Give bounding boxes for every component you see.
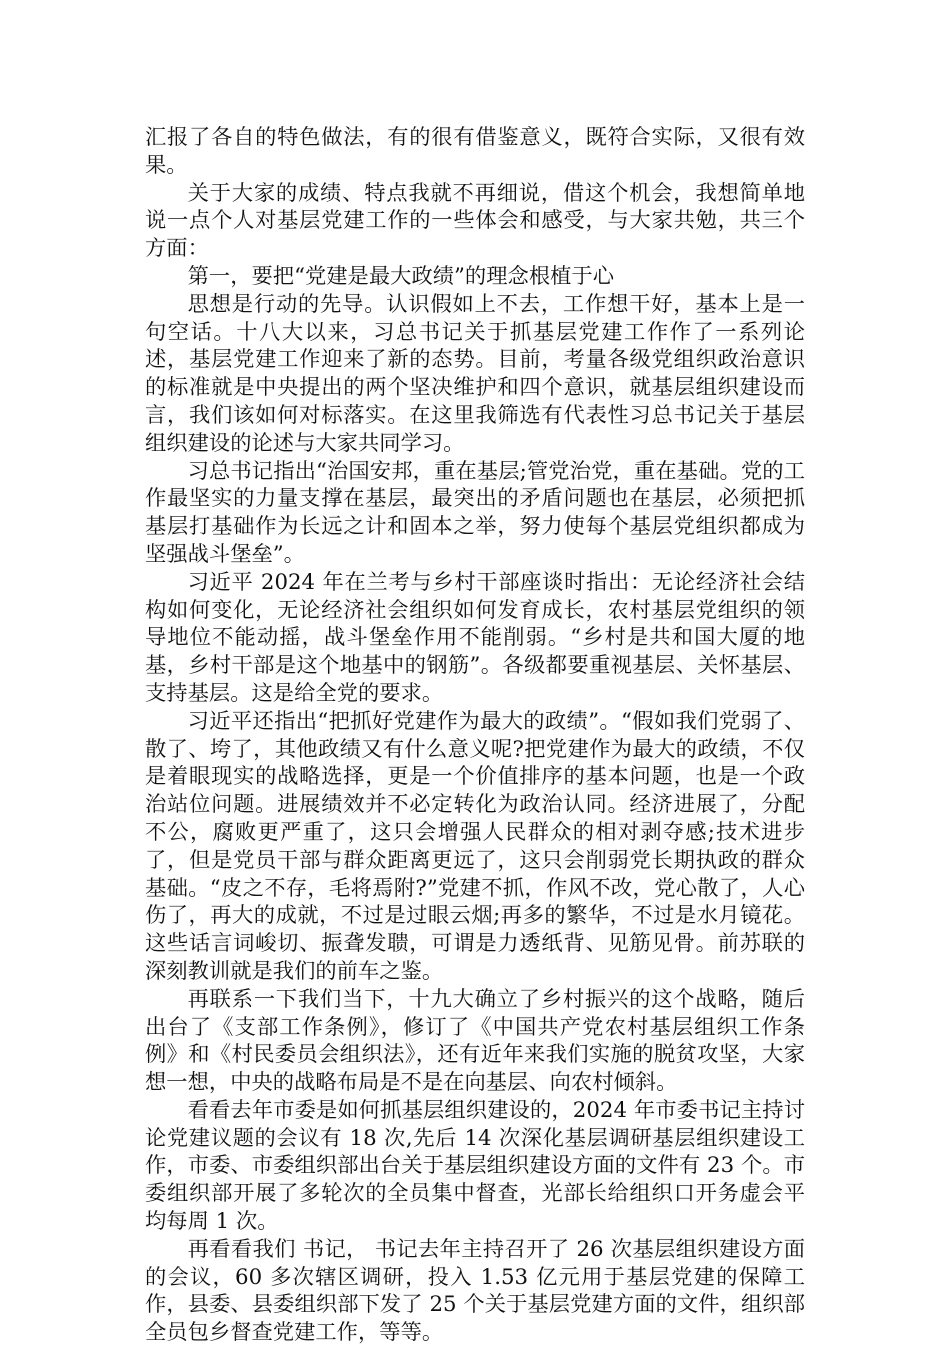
paragraph-2: 关于大家的成绩、特点我就不再细说，借这个机会，我想简单地说一点个人对基层党建工作的一些体会和感受，与大家共勉，共三个方面： — [145, 180, 805, 262]
paragraph-8: 再联系一下我们当下，十九大确立了乡村振兴的这个战略，随后出台了《支部工作条例》，修订了《中国共产党农村基层组织工作条例》和《村民委员会组织法》，还有近年来我们实施的脱贫攻坚，大家想一想，中央的战略布局是不是在向基层、向农村倾斜。 — [145, 986, 805, 1096]
paragraph-9: 看看去年市委是如何抓基层组织建设的，2024 年市委书记主持讨论党建议题的会议有 18 次,先后 14 次深化基层调研基层组织建设工作，市委、市委组织部出台关于基层组织建设方面的文件有 23 个。市委组织部开展了多轮次的全员集中督查，光部长给组织口开务虚会平均每周 1 次。 — [145, 1097, 805, 1235]
paragraph-6: 习近平 2024 年在兰考与乡村干部座谈时指出：无论经济社会结构如何变化，无论经济社会组织如何发育成长，农村基层党组织的领导地位不能动摇，战斗堡垒作用不能削弱。“乡村是共和国大厦的地基，乡村干部是这个地基中的钢筋”。各级都要重视基层、关怀基层、支持基层。这是给全党的要求。 — [145, 569, 805, 706]
paragraph-7: 习近平还指出“把抓好党建作为最大的政绩”。“假如我们党弱了、散了、垮了，其他政绩又有什么意义呢?把党建作为最大的政绩，不仅是着眼现实的战略选择，更是一个价值排序的基本问题，也是一个政治站位问题。进展绩效并不必定转化为政治认同。经济进展了，分配不公，腐败更严重了，这只会增强人民群众的相对剥夺感;技术进步了，但是党员干部与群众距离更远了，这只会削弱党长期执政的群众基础。“皮之不存，毛将焉附?”党建不抓，作风不改，党心散了，人心伤了，再大的成就，不过是过眼云烟;再多的繁华，不过是水月镜花。这些话言词峻切、振聋发聩，可谓是力透纸背、见筋见骨。前苏联的深刻教训就是我们的前车之鉴。 — [145, 708, 805, 984]
paragraph-5: 习总书记指出“治国安邦，重在基层;管党治党，重在基础。党的工作最坚实的力量支撑在基层，最突出的矛盾问题也在基层，必须把抓基层打基础作为长远之计和固本之举，努力使每个基层党组织都成为坚强战斗堡垒”。 — [145, 458, 805, 567]
section-heading-1: 第一，要把“党建是最大政绩”的理念根植于心 — [187, 263, 615, 289]
paragraph-10: 再看看我们 书记， 书记去年主持召开了 26 次基层组织建设方面的会议，60 多次辖区调研，投入 1.53 亿元用于基层党建的保障工作，县委、县委组织部下发了 25 个关于基层党建方面的文件，组织部全员包乡督查党建工作，等等。 — [145, 1236, 805, 1346]
paragraph-4: 思想是行动的先导。认识假如上不去，工作想干好，基本上是一句空话。十八大以来，习总书记关于抓基层党建工作作了一系列论述，基层党建工作迎来了新的态势。目前，考量各级党组织政治意识的标准就是中央提出的两个坚决维护和四个意识，就基层组织建设而言，我们该如何对标落实。在这里我筛选有代表性习总书记关于基层组织建设的论述与大家共同学习。 — [145, 291, 805, 456]
paragraph-1: 汇报了各自的特色做法，有的很有借鉴意义，既符合实际，又很有效果。 — [145, 125, 805, 178]
document-body — [145, 124, 805, 1347]
